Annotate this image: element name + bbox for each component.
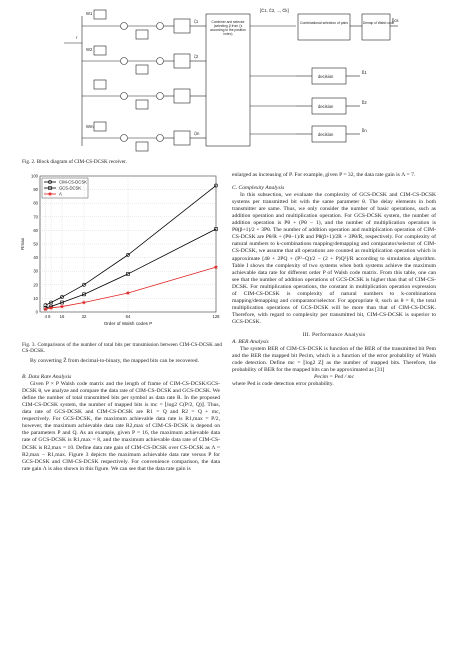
label-zeta1: ζ1 — [194, 19, 199, 24]
right-column — [232, 172, 436, 388]
demap-block — [362, 14, 390, 40]
y-tick-label: 50 — [33, 241, 38, 247]
legend-label: GCS-DCSK — [59, 185, 82, 191]
x-tick-label: 32 — [81, 314, 87, 319]
fig3-chart — [16, 172, 226, 340]
paragraph-complexity: In this subsection, we evaluate the complexity of GCS-DCSK and CIM-CS-DCSK systems per transmitted bit with the same parameter θ. The delay elements in both transmitter are same. Thus, we only consider the number of basic operations, such as addition operation and multiplication operation. For GCS-DCSK system, the number of addition operation is Pθ + (Pθ − 1), and the number of multiplication operation is Pθ(β+1)/2 + 3Pθ. The number of addition operation and multiplication operation of CIM-CS-DCSK are Pθ/R + (Pθ−1)/R and Pθ(β+1)/2R + 3Pθ/R, respectively. For complexity of natural numbers to k-combinations mapping/demapping and comparator/selector of CIM-CS-DCSK, we assume that all operations are counted as multiplication operation which is approximate [4θ + 2PQ + (P²−Q)/2 − (2 + P)Q²]/R according to simulation algorithm. Table I shows the complexity of two systems when both systems achieve the maximum achievable data rate for different order P of Walsh code matrix. From this table, one can see that the number of addition operations of GCS-DCSK is higher than that of CIM-CS-DCSK. For multiplication operations, the constant in multiplication operation expression of CIM-CS-DCSK is complexity of natural numbers to k-combinations mapping/demapping and comparator/selector. For appropriate θ, such as θ = 8, the total multiplication operations of GCS-DCSK will be more than that of CIM-CS-DCSK. Therefore, with regard to complexity per transmitted bit, CIM-CS-DCSK is superior to GCS-DCSK. — [232, 192, 436, 325]
summer-3 — [174, 89, 190, 103]
x-tick-label: 4 8 — [44, 314, 51, 319]
combinational-selection-block — [298, 14, 350, 40]
label-decision-1: decision — [318, 74, 334, 79]
y-tick-label: 10 — [33, 295, 38, 301]
label-w1: W1 — [86, 11, 93, 16]
label-zeta2: ζ2 — [194, 54, 199, 59]
x-tick-label: 16 — [59, 314, 65, 319]
label-decision-2: decision — [318, 104, 334, 109]
y-axis-label: Rmax — [20, 238, 25, 250]
x-tick-label: 128 — [212, 314, 220, 319]
label-b2: b̂2 — [362, 100, 367, 105]
y-tick-label: 100 — [31, 173, 38, 179]
fig3-caption: Fig. 3. Comparisons of the number of total bits per transmission between CIM-CS-DCSK and CS-DCSK. — [22, 342, 222, 355]
heading-performance-analysis: III. Performance Analysis — [302, 331, 366, 338]
summer-1 — [174, 19, 190, 33]
label-combinational: Combinational selection of pairs — [300, 21, 349, 25]
x-axis-label: Order of Walsh codes P — [103, 321, 153, 326]
y-tick-label: 0 — [35, 309, 38, 315]
walsh-gen-1 — [94, 10, 106, 19]
summer-2 — [174, 54, 190, 68]
walsh-gen-2 — [94, 46, 106, 55]
multiplier-m — [121, 135, 128, 142]
walsh-gen-m — [94, 122, 106, 131]
y-tick-label: 20 — [33, 282, 38, 288]
label-b1: b̂1 — [362, 70, 367, 75]
label-decision-n: decision — [318, 132, 334, 137]
equation-pecim: Pecim = Ped / mc — [313, 374, 355, 381]
paragraph-where: where Ped is code detection error probability. — [232, 381, 334, 388]
walsh-gen-3 — [94, 80, 106, 89]
fig2-block-diagram — [60, 6, 400, 154]
label-bn: b̂n — [362, 128, 367, 133]
x-tick-label: 64 — [125, 314, 131, 319]
label-out: b̂cs — [392, 18, 399, 23]
paragraph-by-converting: By converting Ẑ from decimal-to-binary, the mapped bits can be recovered. — [30, 358, 199, 364]
y-tick-label: 80 — [33, 200, 38, 206]
y-tick-label: 30 — [33, 268, 38, 274]
legend-label: CIM-CS-DCSK — [59, 179, 87, 185]
label-w2: W2 — [86, 47, 93, 52]
legend-label: Λ — [59, 191, 62, 197]
label-r: r — [76, 35, 78, 40]
label-zetam: ζm — [194, 131, 200, 136]
paragraph-ber: The system BER of CIM-CS-DCSK is function of the BER of the transmitted bit Pem and the BER the mapped bit Pecim, which is a function of the error probability of Walsh code detection. Define mc = ⌊log2 Z⌋ as the number of mapped bits. Therefore, the probability of BER for the mapped bits can be approximated as [31] — [232, 346, 436, 374]
heading-complexity-analysis: C. Complexity Analysis — [232, 185, 285, 192]
paragraph-enlarged: enlarged as increasing of P. For example, given P = 32, the data rate gain is Λ = 7. — [232, 172, 416, 178]
multiplier-2 — [121, 58, 128, 65]
left-column — [22, 358, 220, 473]
fig2-caption: Fig. 2. Block diagram of CIM-CS-DCSK receiver. — [22, 159, 127, 165]
label-wm: Wm — [86, 124, 94, 129]
label-top-vector: [Ĉ1, Ĉ2, ..., Ĉk] — [260, 8, 289, 13]
summer-m — [174, 131, 190, 145]
multiplier-3 — [121, 93, 128, 100]
y-tick-label: 40 — [33, 255, 38, 261]
combiner-label: Combiner and selector (selecting β from ζs according to the position index) — [210, 20, 246, 36]
paragraph-data-rate: Given P × P Walsh code matrix and the length of frame of CIM-CS-DCSK/GCS-DCSK θ, we analyze and compare the data rate of CIM-CS-DCSK and GCS-DCSK. We define the number of total transmitted bits per symbol as data rate R. In the proposed CIM-CS-DCSK system, the number of mapped bits is mc = ⌊log2 C(P/2, Q)⌋. Thus, data rate of GCS-DCSK and CIM-CS-DCSK are R1 = Q and R2 = Q + mc, respectively. For GCS-DCSK, the maximum achievable data rate is R1,max = P/2, however, the maximum achievable data rate R2,max of CIM-CS-DCSK is depend on the parameters P and Q. As an example, given P = 16, the maximum achievable data rate of GCS-DCSK is R1,max = 8, and the maximum achievable data rate of CIM-CS-DCSK is R2,max = 10. Define data rate gain of CIM-CS-DCSK over CS-DCSK as Λ = R2,max − R1,max. Figure 3 depicts the maximum achievable data rate versus P for GCS-DCSK and CIM-CS-DCSK respectively. For convenience comparison, the data rate gain Λ is also shown in this figure. We can see that the data rate gain is — [22, 381, 220, 472]
heading-ber-analysis: A. BER Analysis — [232, 339, 269, 346]
label-demap: Demap of Walsh code — [363, 21, 395, 25]
y-tick-label: 90 — [33, 187, 38, 193]
heading-data-rate-analysis: B. Data Rate Analysis — [22, 374, 72, 381]
y-tick-label: 70 — [33, 214, 38, 220]
y-tick-label: 60 — [33, 227, 38, 233]
multiplier-1 — [121, 23, 128, 30]
